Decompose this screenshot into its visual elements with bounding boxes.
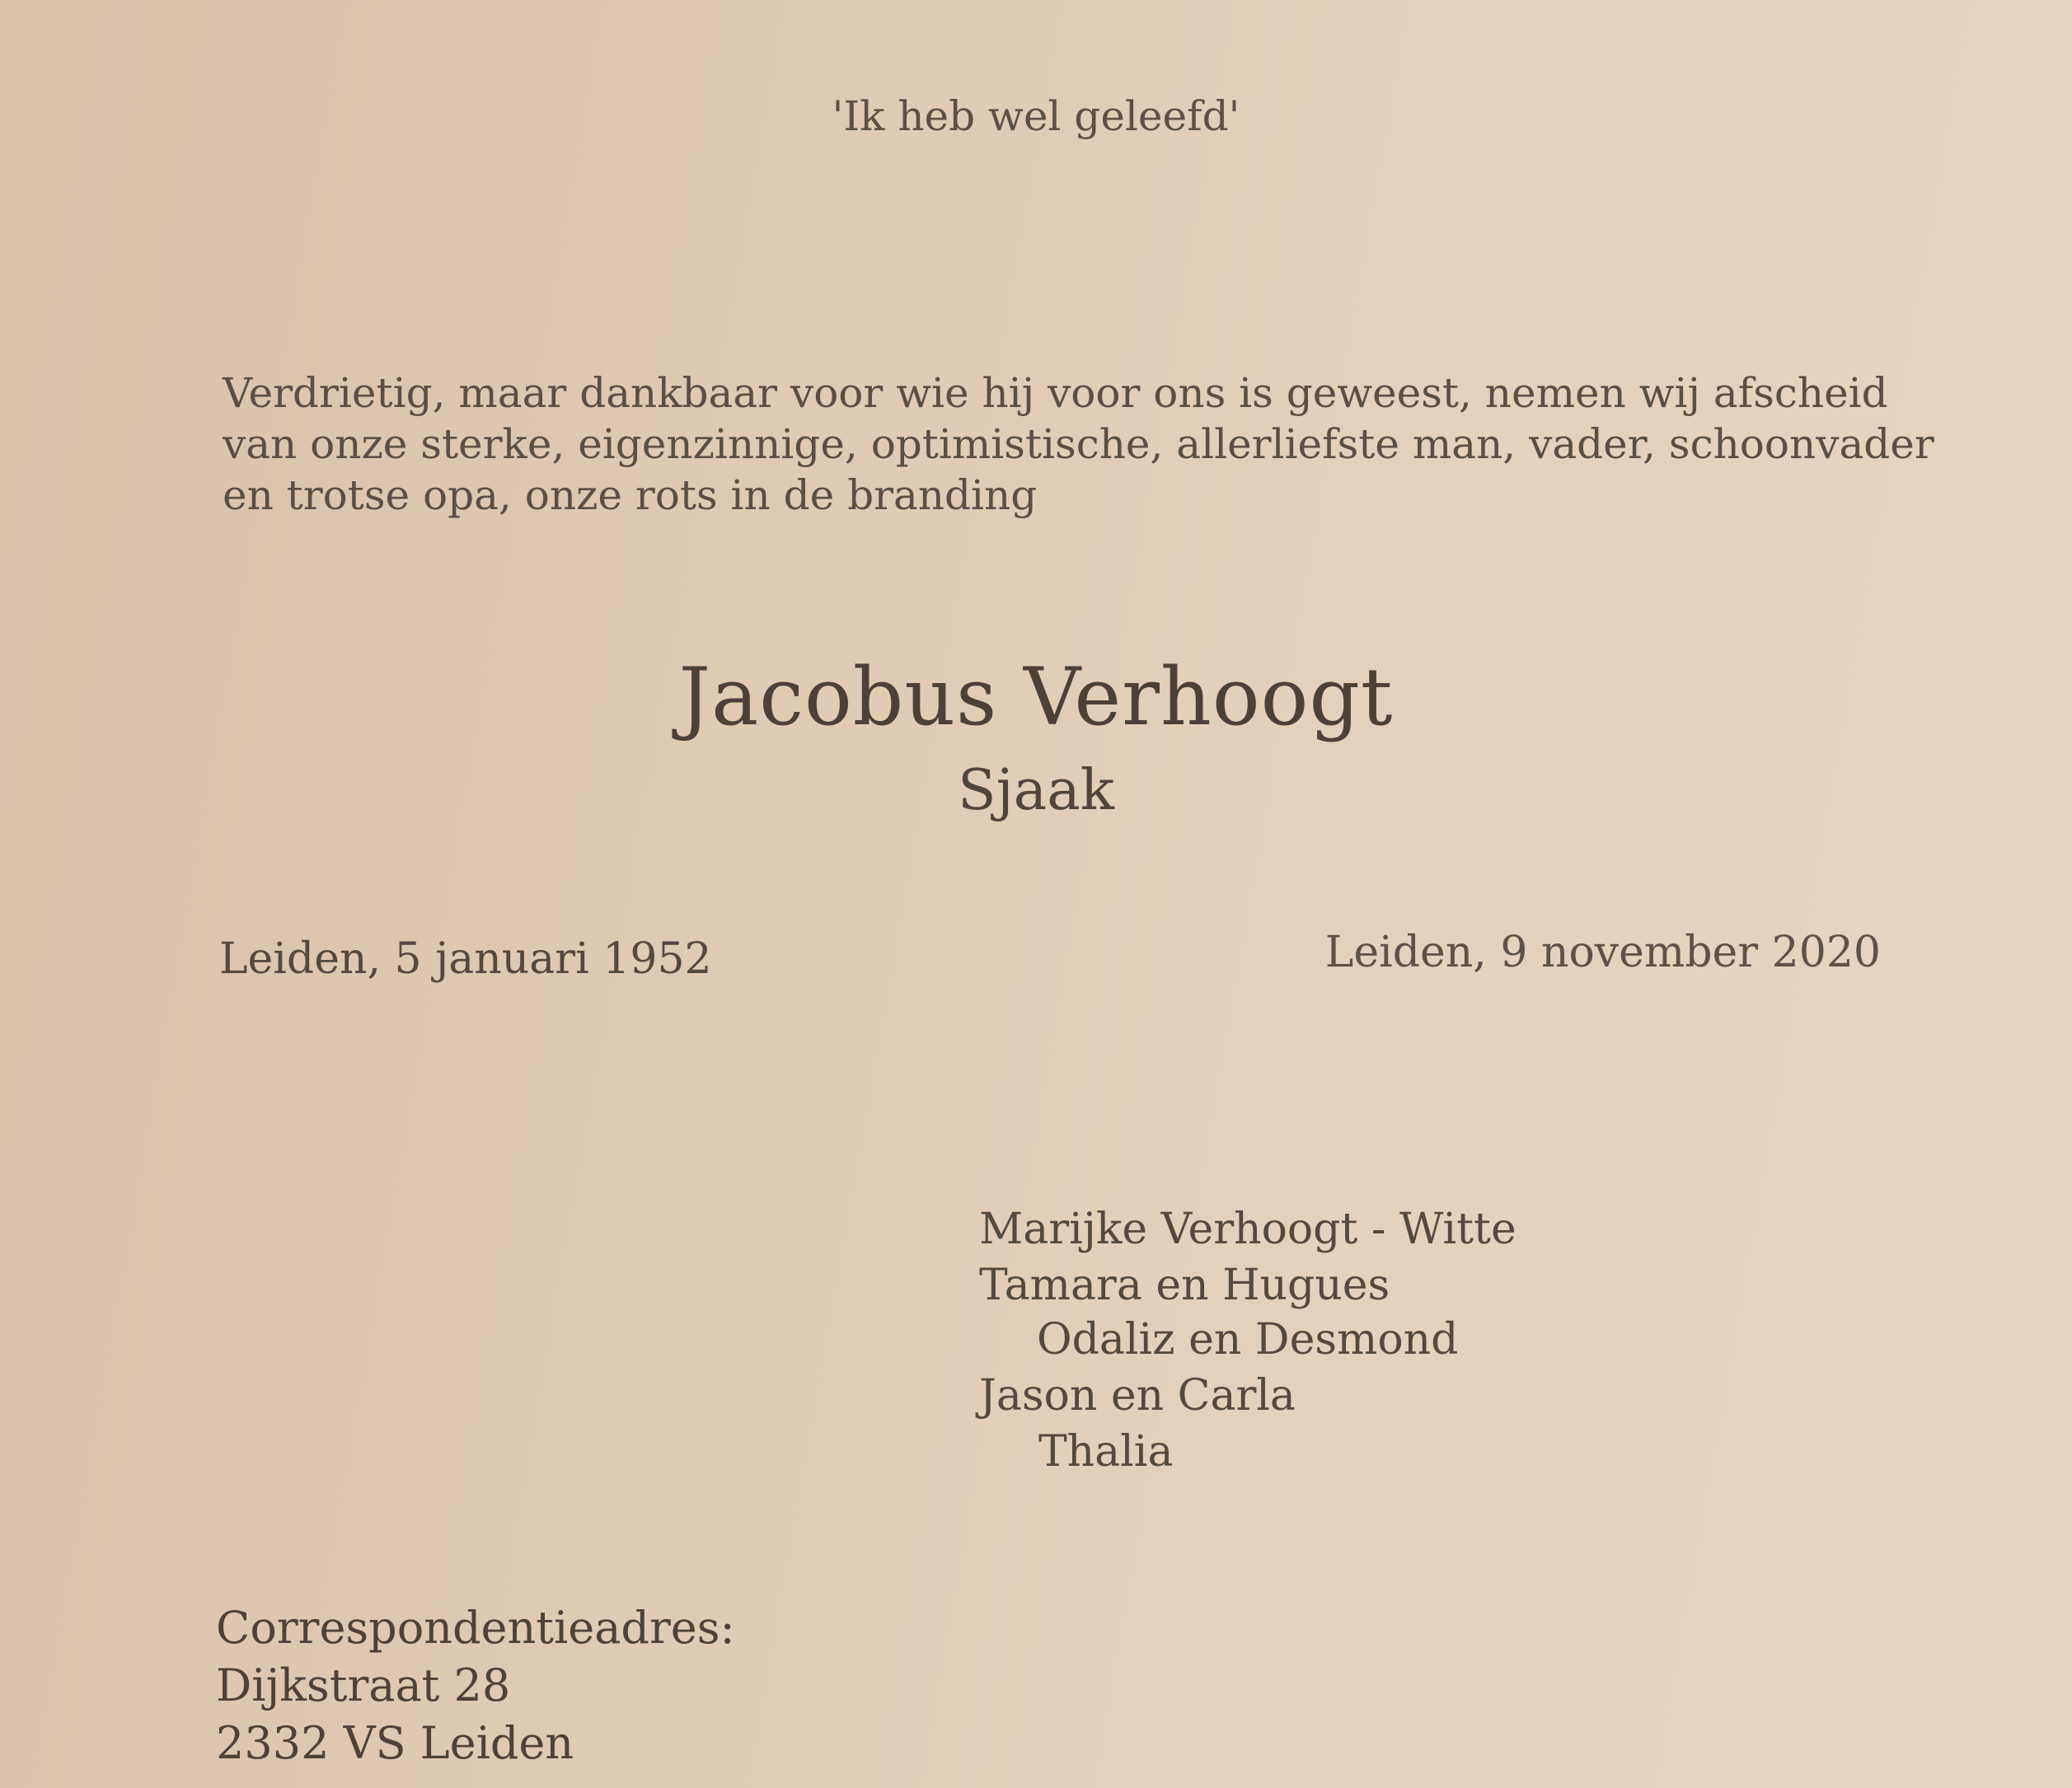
relative-grandchild: Thalia — [1038, 1427, 1174, 1477]
intro-line: en trotse opa, onze rots in de branding — [223, 471, 1038, 519]
deceased-nickname: Sjaak — [958, 758, 1114, 823]
relative-child: Tamara en Hugues — [979, 1261, 1390, 1310]
address-label: Correspondentieadres: — [216, 1602, 735, 1654]
relative-spouse: Marijke Verhoogt - Witte — [979, 1205, 1516, 1254]
intro-line: van onze sterke, eigenzinnige, optimistische, allerliefste man, vader, schoonvader — [223, 420, 1934, 468]
relative-child: Jason en Carla — [979, 1371, 1296, 1421]
intro-line: Verdrietig, maar dankbaar voor wie hij voor ons is geweest, nemen wij afscheid — [223, 369, 1888, 417]
birth-date: Leiden, 5 januari 1952 — [219, 934, 712, 984]
address-city: 2332 VS Leiden — [216, 1717, 574, 1769]
motto-quote: 'Ik heb wel geleefd' — [832, 92, 1240, 140]
address-street: Dijkstraat 28 — [216, 1659, 511, 1711]
deceased-name: Jacobus Verhoogt — [678, 651, 1394, 743]
death-date: Leiden, 9 november 2020 — [1324, 928, 1881, 977]
relative-grandchild: Odaliz en Desmond — [1037, 1315, 1459, 1364]
